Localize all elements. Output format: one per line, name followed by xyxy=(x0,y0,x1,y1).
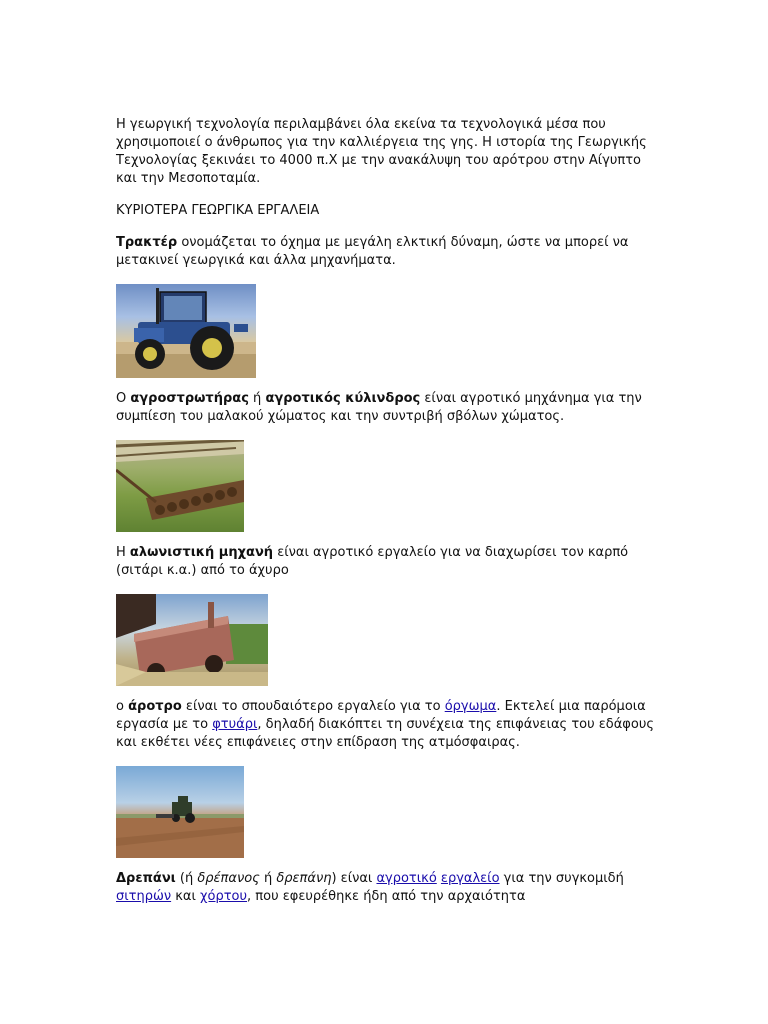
sickle-alt-1: δρέπανος xyxy=(197,871,260,886)
tractor-photo xyxy=(116,284,256,378)
section-heading: ΚΥΡΙΟΤΕΡΑ ΓΕΩΡΓΙΚΑ ΕΡΓΑΛΕΙΑ xyxy=(116,203,320,218)
sickle-and: και xyxy=(171,889,201,904)
sickle-close: ) είναι xyxy=(331,871,377,886)
roller-term-1: αγροστρωτήρας xyxy=(130,391,249,406)
link-orgoma[interactable]: όργωμα xyxy=(444,699,497,714)
thresher-illustration xyxy=(116,594,268,686)
link-ftyari[interactable]: φτυάρι xyxy=(212,717,258,732)
tractor-text: ονομάζεται το όχημα με μεγάλη ελκτική δύναμη, ώστε να μπορεί να μετακινεί γεωργικά και άλλα μηχανήματα. xyxy=(116,235,629,268)
plough-prefix: ο xyxy=(116,699,129,714)
roller-prefix: Ο xyxy=(116,391,131,406)
roller-term-2: αγροτικός κύλινδρος xyxy=(265,391,421,406)
document-page xyxy=(116,116,656,906)
plough-photo xyxy=(116,766,244,858)
thresher-term: αλωνιστική μηχανή xyxy=(129,545,274,560)
roller-paragraph xyxy=(116,390,656,426)
link-sitiron[interactable]: σιτηρών xyxy=(116,889,172,904)
link-chortou[interactable]: χόρτου xyxy=(200,889,248,904)
plough-text-3: , δηλαδή διακόπτει τη συνέχεια της επιφάνειας του εδάφους και εκθέτει νέες επιφάνειες στην επίδραση της ατμόσφαιρας. xyxy=(116,717,654,750)
sickle-paragraph xyxy=(116,870,656,906)
sickle-term: Δρεπάνι xyxy=(116,871,176,886)
sickle-alt-2: δρεπάνη xyxy=(276,871,332,886)
thresher-text: είναι αγροτικό εργαλείο για να διαχωρίσει τον καρπό (σιτάρι κ.α.) από το άχυρο xyxy=(116,545,629,578)
roller-middle: ή xyxy=(248,391,266,406)
tractor-term: Τρακτέρ xyxy=(116,235,178,250)
tractor-paragraph xyxy=(116,234,656,270)
thresher-photo xyxy=(116,594,268,686)
roller-text: είναι αγροτικό μηχάνημα για την συμπίεση του μαλακού χώματος και την συντριβή σβόλων χώματος. xyxy=(116,391,642,424)
plough-text-1: είναι το σπουδαιότερο εργαλείο για το xyxy=(181,699,445,714)
sickle-text-1: για την συγκομιδή xyxy=(499,871,624,886)
thresher-prefix: Η xyxy=(116,545,130,560)
plough-term: άροτρο xyxy=(128,699,182,714)
roller-photo xyxy=(116,440,244,532)
sickle-or: ή xyxy=(259,871,277,886)
plough-illustration xyxy=(116,766,244,858)
link-agrotiko[interactable]: αγροτικό xyxy=(376,871,437,886)
tractor-illustration xyxy=(116,284,256,378)
intro-paragraph: Η γεωργική τεχνολογία περιλαμβάνει όλα εκείνα τα τεχνολογικά μέσα που χρησιμοποιεί ο άνθρωπος για την καλλιέργεια της γης. Η ιστορία της Γεωργικής Τεχνολογίας ξεκινάει το 4000 π.Χ με την ανακάλυψη του αρότρου στην Αίγυπτο και την Μεσοποταμία. xyxy=(116,117,647,186)
plough-text-2: . Εκτελεί μια παρόμοια εργασία με το xyxy=(116,699,646,732)
plough-paragraph xyxy=(116,698,656,752)
roller-illustration xyxy=(116,440,244,532)
sickle-text-2: , που εφευρέθηκε ήδη από την αρχαιότητα xyxy=(247,889,526,904)
sickle-open: (ή xyxy=(175,871,198,886)
link-ergaleio[interactable]: εργαλείο xyxy=(440,871,500,886)
thresher-paragraph xyxy=(116,544,656,580)
